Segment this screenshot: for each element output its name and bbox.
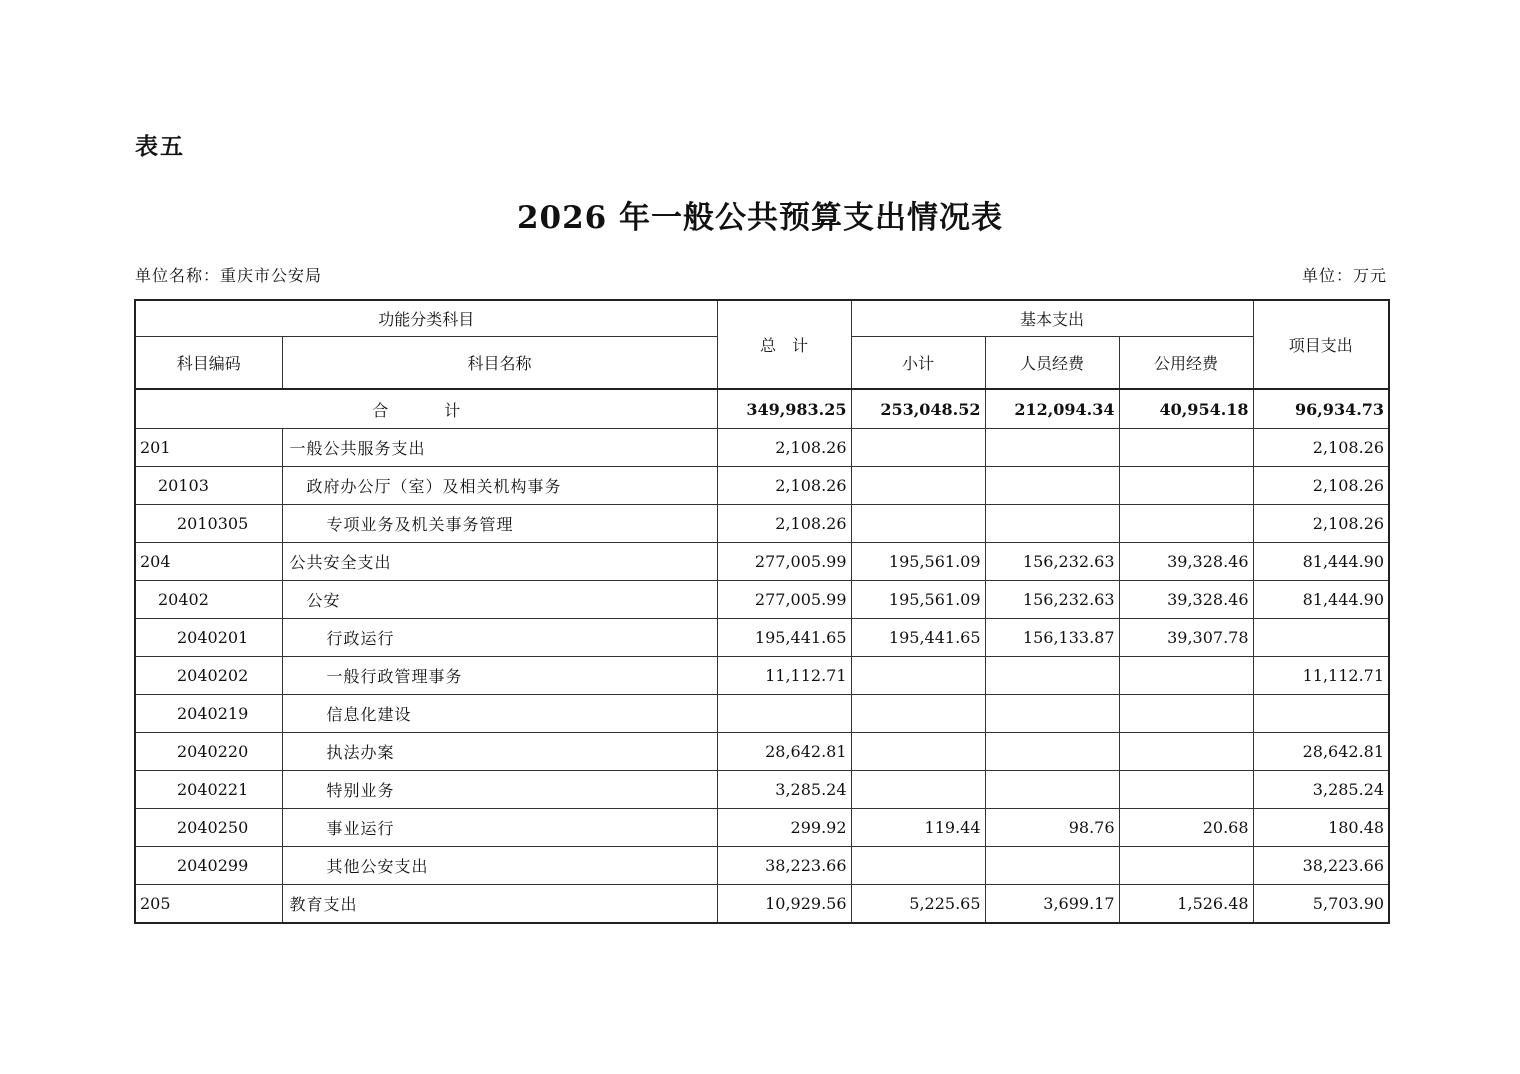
row-public-cell [1119, 505, 1253, 543]
subject-code-header: 科目编码 [135, 337, 282, 390]
row-subtotal-cell: 195,561.09 [851, 543, 985, 581]
row-personnel-cell: 156,133.87 [985, 619, 1119, 657]
row-subtotal-cell [851, 771, 985, 809]
table-row [135, 429, 1389, 467]
row-total-cell: 299.92 [717, 809, 851, 847]
row-name-cell: 一般公共服务支出 [282, 429, 717, 467]
row-code-cell: 2040219 [135, 695, 282, 733]
row-personnel-cell [985, 467, 1119, 505]
row-total-cell: 3,285.24 [717, 771, 851, 809]
row-subtotal-cell [851, 657, 985, 695]
row-project-cell [1253, 695, 1389, 733]
project-expenditure-header: 项目支出 [1253, 300, 1389, 389]
row-personnel-cell [985, 505, 1119, 543]
row-project-cell: 2,108.26 [1253, 505, 1389, 543]
row-project-cell: 5,703.90 [1253, 885, 1389, 924]
row-public-cell [1119, 657, 1253, 695]
table-number-label: 表五 [135, 134, 185, 160]
total-header: 总 计 [717, 300, 851, 389]
total-row-public: 40,954.18 [1119, 389, 1253, 429]
row-project-cell: 11,112.71 [1253, 657, 1389, 695]
row-subtotal-cell: 195,561.09 [851, 581, 985, 619]
row-project-cell: 3,285.24 [1253, 771, 1389, 809]
row-name-cell: 事业运行 [282, 809, 717, 847]
row-project-cell: 180.48 [1253, 809, 1389, 847]
table-row [135, 505, 1389, 543]
subtotal-header: 小计 [851, 337, 985, 390]
table-row [135, 619, 1389, 657]
row-name-cell: 信息化建设 [282, 695, 717, 733]
row-name-cell: 行政运行 [282, 619, 717, 657]
row-name-cell: 一般行政管理事务 [282, 657, 717, 695]
unit-name: 单位名称：重庆市公安局 [135, 266, 323, 285]
row-total-cell: 277,005.99 [717, 543, 851, 581]
row-code-cell: 2040299 [135, 847, 282, 885]
row-code-cell: 2040220 [135, 733, 282, 771]
table-row [135, 771, 1389, 809]
row-name-cell: 执法办案 [282, 733, 717, 771]
row-project-cell: 2,108.26 [1253, 429, 1389, 467]
row-project-cell: 2,108.26 [1253, 467, 1389, 505]
row-subtotal-cell [851, 733, 985, 771]
table-row [135, 885, 1389, 924]
row-subtotal-cell [851, 695, 985, 733]
row-total-cell: 38,223.66 [717, 847, 851, 885]
row-name-cell: 公安 [282, 581, 717, 619]
personnel-expense-header: 人员经费 [985, 337, 1119, 390]
row-name-cell: 公共安全支出 [282, 543, 717, 581]
row-personnel-cell [985, 695, 1119, 733]
total-row-label: 合 计 [135, 389, 717, 429]
currency-unit: 单位：万元 [1301, 266, 1387, 285]
row-name-cell: 教育支出 [282, 885, 717, 924]
row-code-cell: 20402 [135, 581, 282, 619]
row-code-cell: 20103 [135, 467, 282, 505]
functional-classification-header: 功能分类科目 [135, 300, 717, 337]
row-personnel-cell: 98.76 [985, 809, 1119, 847]
row-public-cell [1119, 847, 1253, 885]
row-personnel-cell [985, 733, 1119, 771]
row-subtotal-cell [851, 847, 985, 885]
total-row [135, 389, 1389, 429]
row-subtotal-cell [851, 505, 985, 543]
row-subtotal-cell: 195,441.65 [851, 619, 985, 657]
table-row [135, 695, 1389, 733]
table-header [135, 300, 1389, 389]
row-name-cell: 特别业务 [282, 771, 717, 809]
row-project-cell: 28,642.81 [1253, 733, 1389, 771]
row-code-cell: 2010305 [135, 505, 282, 543]
total-row-project: 96,934.73 [1253, 389, 1389, 429]
table-row [135, 581, 1389, 619]
row-code-cell: 2040250 [135, 809, 282, 847]
row-subtotal-cell [851, 429, 985, 467]
row-public-cell: 39,307.78 [1119, 619, 1253, 657]
row-personnel-cell: 3,699.17 [985, 885, 1119, 924]
row-personnel-cell: 156,232.63 [985, 543, 1119, 581]
row-personnel-cell [985, 429, 1119, 467]
row-total-cell: 2,108.26 [717, 505, 851, 543]
row-total-cell: 2,108.26 [717, 429, 851, 467]
row-public-cell: 1,526.48 [1119, 885, 1253, 924]
total-row-total: 349,983.25 [717, 389, 851, 429]
document-title: 2026 年一般公共预算支出情况表 [516, 200, 1004, 236]
row-code-cell: 205 [135, 885, 282, 924]
public-expense-header: 公用经费 [1119, 337, 1253, 390]
row-total-cell: 11,112.71 [717, 657, 851, 695]
row-code-cell: 2040202 [135, 657, 282, 695]
row-name-cell: 专项业务及机关事务管理 [282, 505, 717, 543]
row-total-cell: 10,929.56 [717, 885, 851, 924]
row-code-cell: 2040221 [135, 771, 282, 809]
row-public-cell: 39,328.46 [1119, 581, 1253, 619]
table-row [135, 733, 1389, 771]
row-public-cell [1119, 733, 1253, 771]
row-subtotal-cell: 5,225.65 [851, 885, 985, 924]
row-personnel-cell [985, 847, 1119, 885]
row-name-cell: 其他公安支出 [282, 847, 717, 885]
total-row-subtotal: 253,048.52 [851, 389, 985, 429]
table-row [135, 847, 1389, 885]
row-total-cell: 277,005.99 [717, 581, 851, 619]
row-public-cell [1119, 429, 1253, 467]
basic-expenditure-header: 基本支出 [851, 300, 1253, 337]
row-project-cell: 81,444.90 [1253, 581, 1389, 619]
budget-table [134, 299, 1390, 924]
row-subtotal-cell [851, 467, 985, 505]
table-row [135, 467, 1389, 505]
row-project-cell: 38,223.66 [1253, 847, 1389, 885]
subject-name-header: 科目名称 [282, 337, 717, 390]
row-code-cell: 201 [135, 429, 282, 467]
row-subtotal-cell: 119.44 [851, 809, 985, 847]
table-row [135, 657, 1389, 695]
row-personnel-cell: 156,232.63 [985, 581, 1119, 619]
row-code-cell: 2040201 [135, 619, 282, 657]
row-personnel-cell [985, 771, 1119, 809]
row-public-cell [1119, 771, 1253, 809]
row-public-cell: 39,328.46 [1119, 543, 1253, 581]
row-public-cell [1119, 467, 1253, 505]
row-project-cell [1253, 619, 1389, 657]
table-body [135, 389, 1389, 923]
table-row [135, 809, 1389, 847]
row-personnel-cell [985, 657, 1119, 695]
row-name-cell: 政府办公厅（室）及相关机构事务 [282, 467, 717, 505]
row-total-cell: 2,108.26 [717, 467, 851, 505]
table-row [135, 543, 1389, 581]
row-code-cell: 204 [135, 543, 282, 581]
row-total-cell [717, 695, 851, 733]
row-project-cell: 81,444.90 [1253, 543, 1389, 581]
row-total-cell: 195,441.65 [717, 619, 851, 657]
row-public-cell: 20.68 [1119, 809, 1253, 847]
total-row-personnel: 212,094.34 [985, 389, 1119, 429]
row-public-cell [1119, 695, 1253, 733]
row-total-cell: 28,642.81 [717, 733, 851, 771]
